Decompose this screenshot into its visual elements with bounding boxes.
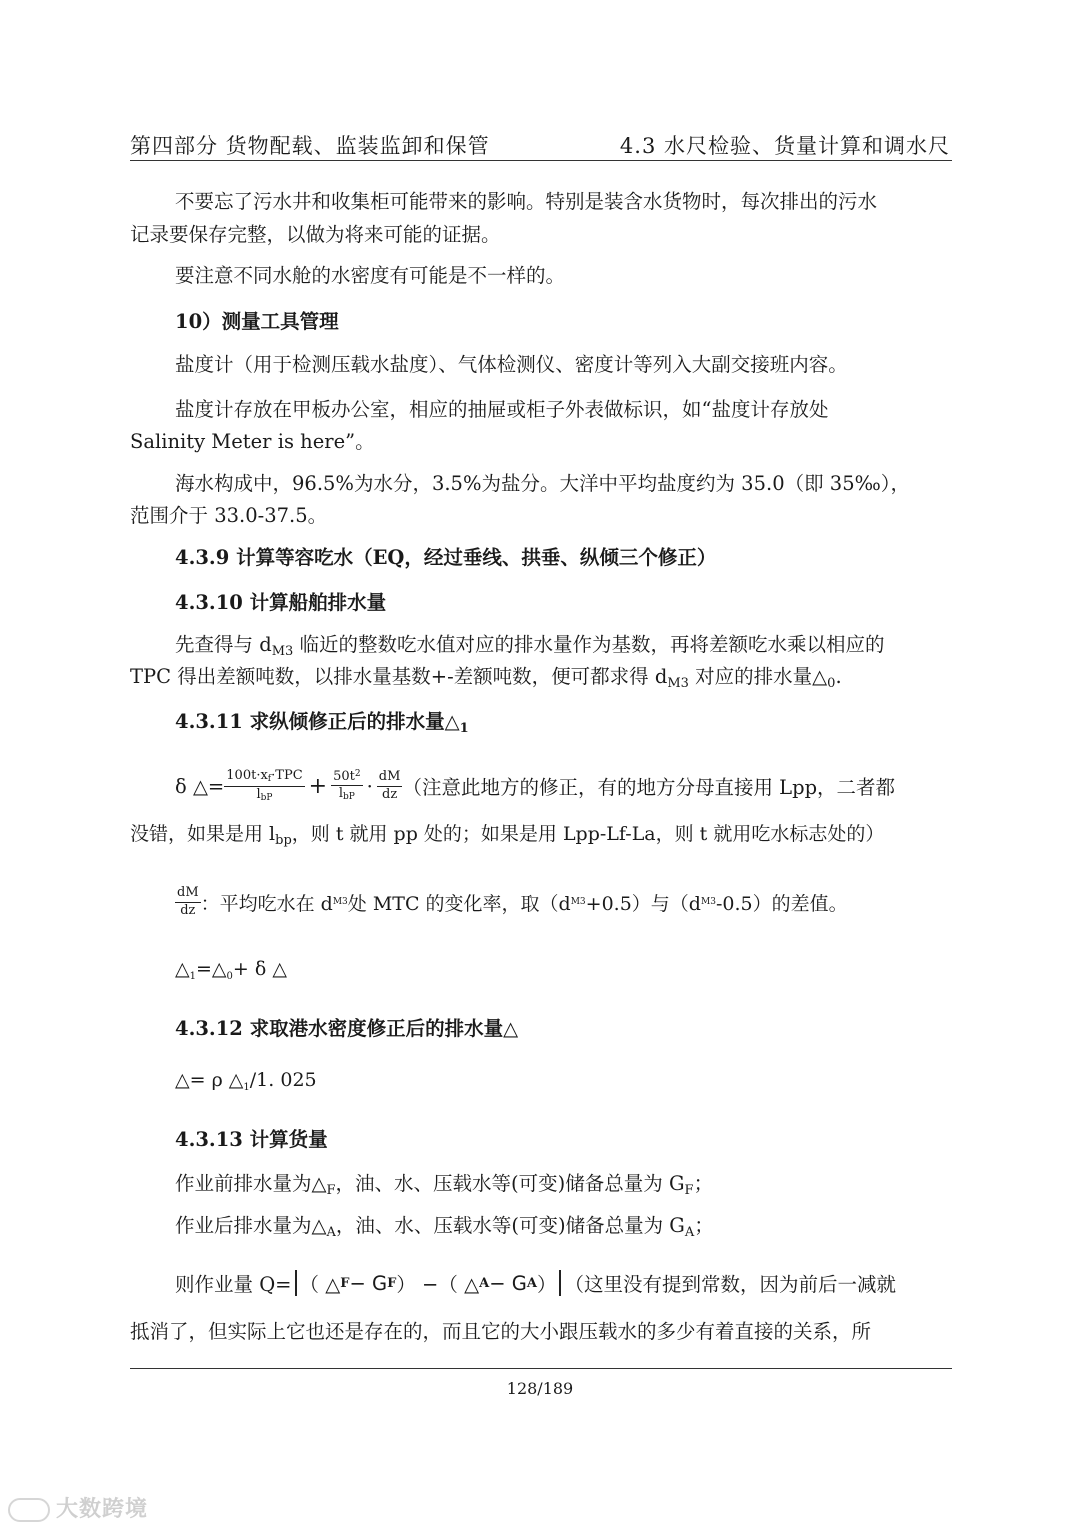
paragraph-line <box>130 819 884 848</box>
formula-cargo-quantity <box>175 1268 896 1298</box>
chat-bubble-icon <box>8 1498 50 1522</box>
text: ） <box>536 1273 557 1296</box>
paragraph-line <box>175 1168 713 1198</box>
subscript: M3 <box>667 676 689 691</box>
header-rule <box>130 160 952 161</box>
text: -0.5）的差值。 <box>715 892 848 915</box>
header-chapter-title: 4.3 水尺检验、货量计算和调水尺 <box>619 134 950 158</box>
text: l <box>338 786 343 801</box>
dot: · <box>366 774 373 798</box>
subscript: F <box>684 1183 694 1198</box>
text: dz <box>180 902 196 918</box>
text: − G <box>489 1271 527 1295</box>
fraction <box>331 769 363 804</box>
abs-bar-right <box>559 1270 561 1296</box>
text: 作业前排水量为△ <box>175 1172 327 1195</box>
heading-4-3-13: 4.3.13 计算货量 <box>175 1128 328 1151</box>
text: dz <box>382 786 398 802</box>
text: 50t <box>333 768 355 784</box>
heading-4-3-11 <box>175 706 469 736</box>
subscript: A <box>526 1275 537 1291</box>
paragraph-line: Salinity Meter is here”。 <box>130 430 375 453</box>
paragraph: 要注意不同水舱的水密度有可能是不一样的。 <box>175 264 566 287</box>
heading-4-3-10: 4.3.10 计算船舶排水量 <box>175 591 387 614</box>
text: 先查得与 d <box>175 633 272 656</box>
text: − G <box>349 1271 388 1295</box>
text: 4.3.11 求纵倾修正后的排水量△ <box>175 710 460 733</box>
paragraph-line: 盐度计存放在甲板办公室，相应的抽屉或柜子外表做标识，如“盐度计存放处 <box>175 398 829 421</box>
subscript: M3 <box>700 897 716 907</box>
formula-displacement-sum <box>175 958 287 982</box>
page-number: 128/189 <box>506 1379 574 1398</box>
text: （ △ <box>299 1273 341 1296</box>
paragraph-line: 海水构成中，96.5%为水分，3.5%为盐分。大洋中平均盐度约为 35.0（即 35‰）， <box>175 472 911 495</box>
text: =△ <box>196 958 227 980</box>
paragraph-line: 抵消了，但实际上它也还是存在的，而且它的大小跟压载水的多少有着直接的关系，所 <box>130 1320 872 1343</box>
subscript: A <box>684 1225 695 1240</box>
paragraph-line <box>175 629 884 659</box>
header-section-title: 第四部分 货物配载、监装监卸和保管 <box>130 134 490 158</box>
text: ，油、水、压载水等(可变)储备总量为 G <box>335 1214 685 1237</box>
subscript: 0 <box>827 676 836 691</box>
text: . <box>835 665 842 688</box>
text: ，油、水、压载水等(可变)储备总量为 G <box>335 1172 685 1195</box>
text: （注意此地方的修正，有的地方分母直接用 Lpp，二者都 <box>402 776 896 799</box>
subscript: F <box>340 1275 350 1291</box>
text: 临近的整数吃水值对应的排水量作为基数，再将差额吃水乘以相应的 <box>293 633 885 656</box>
text: 没错，如果是用 l <box>130 823 276 845</box>
fraction <box>224 768 304 804</box>
text: δ △= <box>175 774 225 798</box>
plus-sign: + <box>308 773 328 799</box>
heading-4-3-9: 4.3.9 计算等容吃水（EQ，经过垂线、拱垂、纵倾三个修正） <box>175 546 717 569</box>
subscript: bP <box>343 792 355 802</box>
paragraph-line <box>130 661 842 691</box>
subscript: F <box>387 1275 397 1291</box>
subscript: bp <box>275 833 292 848</box>
subscript: A <box>326 1225 336 1240</box>
text: ； <box>693 1172 714 1195</box>
formula-density-correction <box>175 1069 317 1093</box>
text: dM <box>377 769 403 786</box>
text: △ <box>175 958 190 980</box>
text: 100t·x <box>226 768 268 784</box>
watermark <box>8 1492 148 1523</box>
heading-10: 10）测量工具管理 <box>175 310 339 333</box>
paragraph-line <box>175 1210 714 1240</box>
text: +0.5）与（d <box>585 892 701 915</box>
text: ） −（ △ <box>396 1273 480 1296</box>
paragraph-line: 范围介于 33.0-37.5。 <box>130 504 328 527</box>
text: ·TPC <box>271 768 303 784</box>
subscript: M3 <box>332 897 348 907</box>
subscript: 1 <box>243 1082 250 1093</box>
text: TPC 得出差额吨数，以排水量基数+-差额吨数，便可都求得 d <box>130 665 668 688</box>
text: △= ρ △ <box>175 1069 244 1091</box>
subscript: 1 <box>189 971 196 982</box>
text: + δ △ <box>232 958 287 980</box>
formula-mtc-rate <box>175 880 848 924</box>
text: 处 MTC 的变化率，取（d <box>347 892 571 915</box>
footer-rule <box>130 1368 952 1369</box>
superscript: 2 <box>354 768 361 779</box>
text: （这里没有提到常数，因为前后一减就 <box>564 1273 896 1296</box>
watermark-text: 大数跨境 <box>56 1497 149 1522</box>
subscript: 0 <box>226 971 233 982</box>
text: ：平均吃水在 d <box>200 892 333 915</box>
text: 则作业量 Q= <box>175 1273 292 1296</box>
paragraph-line: 不要忘了污水井和收集柜可能带来的影响。特别是装含水货物时，每次排出的污水 <box>175 190 878 213</box>
subscript: bP <box>260 792 273 803</box>
subscript: A <box>479 1275 490 1291</box>
abs-bar-left <box>295 1270 297 1296</box>
fraction <box>377 769 403 803</box>
text: /1. 025 <box>249 1069 317 1091</box>
heading-4-3-12: 4.3.12 求取港水密度修正后的排水量△ <box>175 1017 519 1040</box>
fraction <box>175 885 201 919</box>
subscript: M3 <box>271 644 294 659</box>
formula-trim-correction <box>175 764 895 808</box>
subscript: 1 <box>459 721 469 736</box>
text: ； <box>694 1214 714 1237</box>
text: l <box>256 786 261 802</box>
text: ，则 t 就用 pp 处的；如果是用 Lpp-Lf-La，则 t 就用吃水标志处的） <box>291 823 885 845</box>
subscript: f <box>267 774 272 785</box>
paragraph-line: 记录要保存完整，以做为将来可能的证据。 <box>130 223 501 246</box>
text: 对应的排水量△ <box>688 665 828 688</box>
paragraph: 盐度计（用于检测压载水盐度）、气体检测仪、密度计等列入大副交接班内容。 <box>175 353 848 376</box>
subscript: F <box>326 1183 336 1198</box>
subscript: M3 <box>570 897 586 907</box>
text: dM <box>175 885 201 902</box>
text: 作业后排水量为△ <box>175 1214 327 1237</box>
